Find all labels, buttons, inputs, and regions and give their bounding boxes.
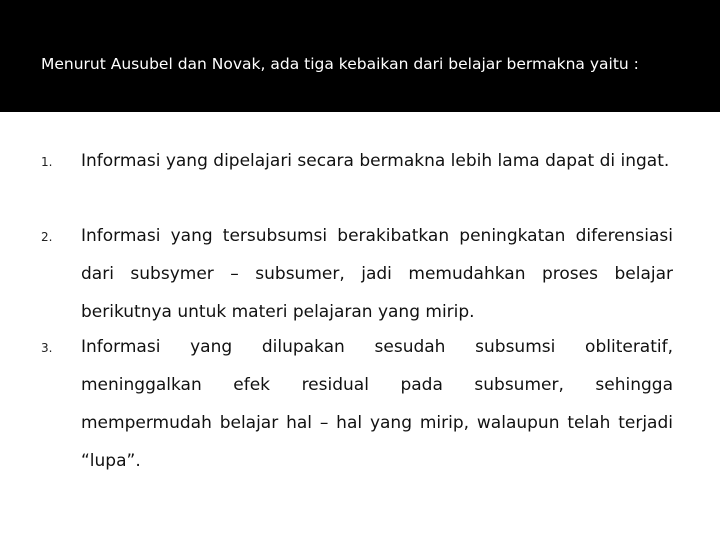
title-bar (0, 0, 720, 112)
list-item-text: Informasi yang dilupakan sesudah subsumsi obliteratif, meninggalkan efek residual pada subsumer, sehingga mempermudah belajar hal – hal yang mirip, walaupun telah terjadi “lupa”. (81, 337, 673, 471)
list-item-number: 1. (41, 155, 53, 169)
slide-title: Menurut Ausubel dan Novak, ada tiga kebaikan dari belajar bermakna yaitu : (41, 55, 639, 73)
list-item-number: 2. (41, 230, 53, 244)
list-item-number: 3. (41, 341, 53, 355)
list-item-text: Informasi yang tersubsumsi berakibatkan peningkatan diferensiasi dari subsymer – subsumer, jadi memudahkan proses belajar berikutnya untuk materi pelajaran yang mirip. (81, 226, 673, 322)
list-item-text: Informasi yang dipelajari secara bermakna lebih lama dapat di ingat. (81, 151, 670, 171)
